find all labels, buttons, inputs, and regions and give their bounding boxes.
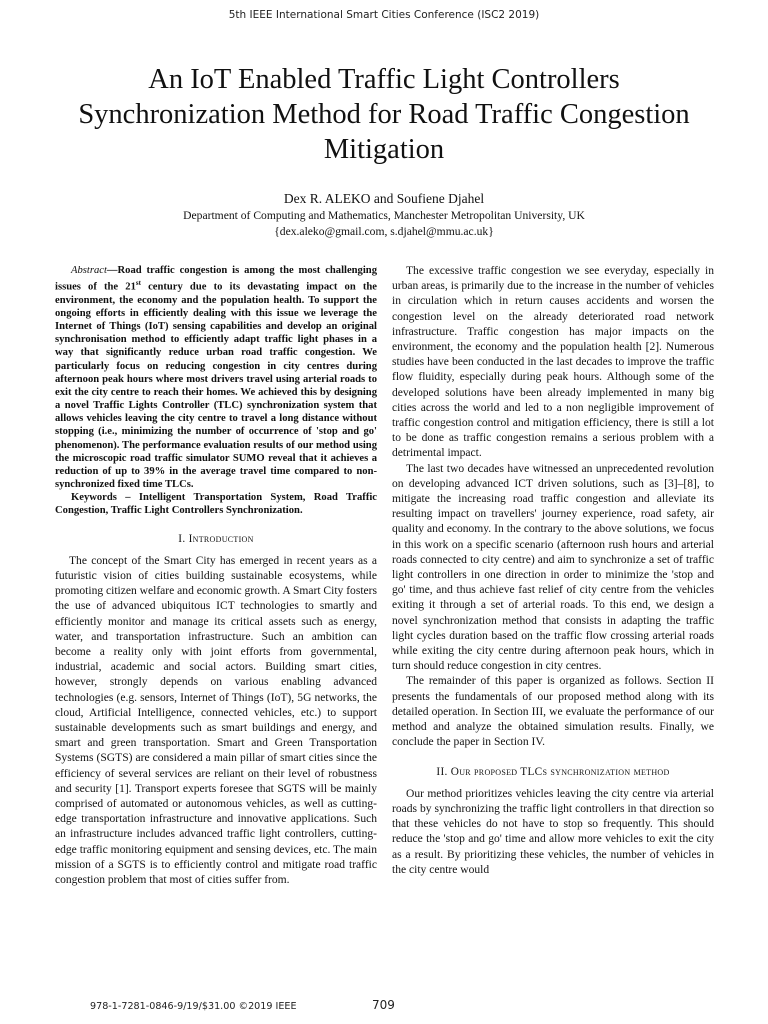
- section-heading-introduction: [55, 532, 377, 547]
- author-emails: {dex.aleko@gmail.com, s.djahel@mmu.ac.uk}: [274, 225, 494, 238]
- abstract-superscript: st: [135, 279, 141, 288]
- abstract-label: Abstract: [71, 265, 107, 276]
- section-number: I.: [178, 532, 186, 545]
- right-column: [392, 264, 714, 878]
- abstract-text-2: century due to its devastating impact on the environment, the economy and the population health. To support the ongoing efforts in efficiently dealing with this issue we leverage the Internet of Things (IoT) sensing capabilities and develop an original synchronisation method to efficiently adapt traffic light phases in a way that significantly reduce urban road traffic congestion. We particularly focus on reducing congestion in city centres during afternoon peak hours where most drivers travel using arterial roads to exit the city centre to reach their homes. We achieved this by designing a novel Traffic Lights Controller (TLC) synchronization system that allows vehicles leaving the city centre to travel a long distance without stopping (i.e., minimizing the number of occurrence of 'stop and go' phenomenon). The performance evaluation results of our method using the microscopic road traffic simulator SUMO reveal that it achieves a reduction of up to 39% in the average travel time compared to non-synchronized fixed time TLCs.: [55, 281, 377, 491]
- keywords-label: Keywords: [71, 492, 117, 504]
- page-number: 709: [372, 998, 395, 1012]
- section-heading-proposed-method: [392, 765, 714, 780]
- keywords-text: – Intelligent Transportation System, Road Traffic Congestion, Traffic Light Controllers Synchronization.: [55, 492, 377, 517]
- paper-title: An IoT Enabled Traffic Light Controllers Synchronization Method for Road Traffic Congestion Mitigation: [78, 64, 690, 165]
- left-column: [55, 264, 377, 888]
- section-title: Our proposed TLCs synchronization method: [450, 765, 670, 778]
- paragraph: The last two decades have witnessed an unprecedented revolution on developing advanced ICT driven solutions, such as [3]–[8], to mitigate the increasing road traffic congestion and alleviate its resulting impact on travellers' journey experience, road safety, air quality and economy. In the contrary to the above solutions, we focus in this work on a specific scenario (afternoon rush hours and arterial roads connected to city centre) and aim to synchronize a set of traffic light controllers in one direction in order to minimize the 'stop and go' time, and thus achieve fast relief of city centre from the vehicles exiting it through a set of arterial roads. To this end, we design a novel synchronization method that consists in adapting the traffic light cycles duration based on the traffic flow crossing arterial roads while exiting the city centre during afternoon peak hours, which in turn should reduce congestion in city centres.: [392, 462, 714, 673]
- running-head: 5th IEEE International Smart Cities Conference (ISC2 2019): [228, 9, 540, 21]
- paragraph: The excessive traffic congestion we see everyday, especially in urban areas, is primarily due to the increase in the number of vehicles in circulation which in return causes accidents and worsen the congestion level on the already deteriorated road network infrastructure. Traffic congestion has major impacts on the environment, the economy and the population health [2]. Numerous studies have been conducted in the last decades to improve the traffic flow fluidity, especially during peak hours. Although some of the developed solutions have been already implemented in many big cities across the world and led to a non negligible improvement of traffic congestion control and mitigation efficiency, there is still a lot to be done as traffic congestion remains a serious problem with a detrimental impact.: [392, 265, 714, 460]
- paragraph: The concept of the Smart City has emerged in recent years as a futuristic vision of cities building sustainable ecosystems, while promoting citizen welfare and economic growth. A Smart City fosters the use of advanced ubiquitous ICT technologies to smartly and efficiently monitor and manage its critical assets such as energy, water, and transportation infrastructure. Such an ambition can become a reality only with joint efforts from governmental, industrial, academic and social actors. Building smart cities, however, strongly depends on various enabling advanced technologies (e.g. sensors, Internet of Things (IoT), 5G networks, the cloud, Artificial Intelligence, connected vehicles, etc.) to support sustainable developments such as smart buildings and energy, and smart and green transportation. Smart and Green Transportation Systems (SGTS) are considered a main pillar of smart cities since the efficiency of several services are reliant on their level of robustness and security [1]. Transport experts foresee that SGTS will be mainly comprised of automated or autonomous vehicles, as well as cutting-edge transportation infrastructure and innovative applications. Such an infrastructure includes advanced traffic light controllers, cutting-edge traffic monitoring equipment and sensing devices, etc. The main mission of a SGTS is to efficiently control and mitigate road traffic congestion problem that most of cities suffer from.: [55, 554, 377, 886]
- footer-isbn: 978-1-7281-0846-9/19/$31.00 ©2019 IEEE: [90, 1001, 297, 1012]
- author-affiliation: [0, 208, 768, 240]
- abstract: [55, 264, 377, 491]
- section-title: Introduction: [188, 532, 254, 545]
- author-names: Dex R. ALEKO and Soufiene Djahel: [283, 191, 485, 206]
- affiliation-line: Department of Computing and Mathematics, Manchester Metropolitan University, UK: [183, 209, 585, 222]
- paragraph: Our method prioritizes vehicles leaving the city centre via arterial roads by synchronizing the traffic light controllers in that direction so that these vehicles do not have to stop so frequently. This should reduce the 'stop and go' time and allow more vehicles to exit the city as a result. By prioritizing these vehicles, the number of vehicles in the city centre would: [392, 787, 714, 876]
- abstract-text-1: —Road traffic congestion is among the most challenging issues of the 21: [55, 265, 377, 293]
- paragraph: The remainder of this paper is organized as follows. Section II presents the fundamentals of our proposed method along with its detailed operation. In Section III, we evaluate the performance of our method and analyze the obtained simulation results. Finally, we conclude the paper in Section IV.: [392, 675, 714, 749]
- section-number: II.: [436, 765, 448, 778]
- keywords: [55, 491, 377, 517]
